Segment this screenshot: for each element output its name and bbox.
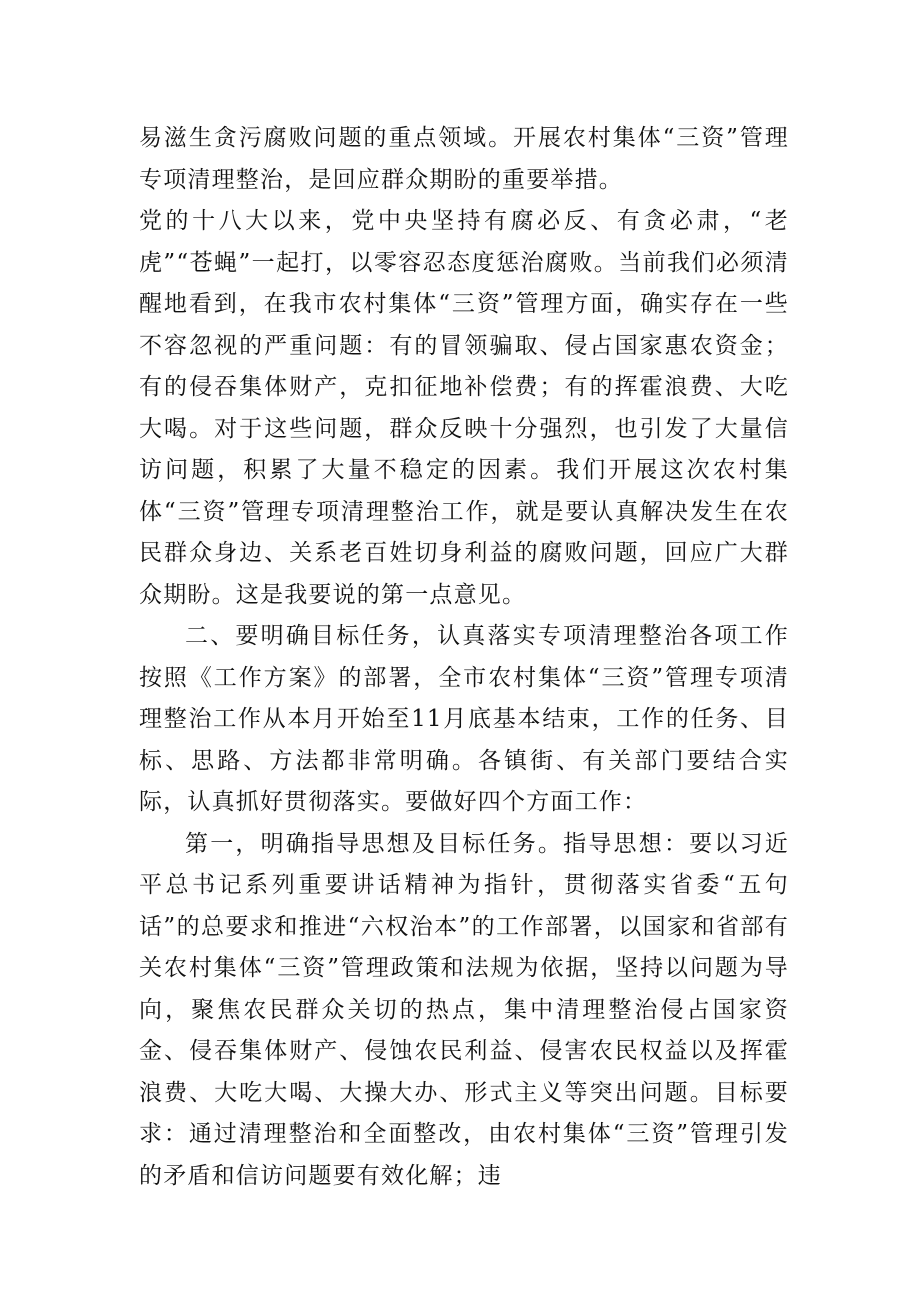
paragraph-2: 党的十八大以来，党中央坚持有腐必反、有贪必肃，“老虎”“苍蝇”一起打，以零容忍态度惩治腐败。当前我们必须清醒地看到，在我市农村集体“三资”管理方面，确实存在一些不容忽视的严重问题：有的冒领骗取、侵占国家惠农资金；有的侵吞集体财产，克扣征地补偿费；有的挥霍浪费、大吃大喝。对于这些问题，群众反映十分强烈，也引发了大量信访问题，积累了大量不稳定的因素。我们开展这次农村集体“三资”管理专项清理整治工作，就是要认真解决发生在农民群众身边、关系老百姓切身利益的腐败问题，回应广大群众期盼。这是我要说的第一点意见。 [139,208,789,608]
paragraph-3: 二、要明确目标任务，认真落实专项清理整治各项工作按照《工作方案》的部署，全市农村集体“三资”管理专项清理整治工作从本月开始至11月底基本结束，工作的任务、目标、思路、方法都非常明确。各镇街、有关部门要结合实际，认真抓好贯彻落实。要做好四个方面工作： [139,623,789,815]
paragraph-4: 第一，明确指导思想及目标任务。指导思想：要以习近平总书记系列重要讲话精神为指针，贯彻落实省委“五句话”的总要求和推进“六权治本”的工作部署，以国家和省部有关农村集体“三资”管理政策和法规为依据，坚持以问题为导向，聚焦农民群众关切的热点，集中清理整治侵占国家资金、侵吞集体财产、侵蚀农民利益、侵害农民权益以及挥霍浪费、大吃大喝、大操大办、形式主义等突出问题。目标要求：通过清理整治和全面整改，由农村集体“三资”管理引发的矛盾和信访问题要有效化解；违 [139,830,789,1189]
document-body [139,118,789,1197]
paragraph-1: 易滋生贪污腐败问题的重点领域。开展农村集体“三资”管理专项清理整治，是回应群众期盼的重要举措。 [139,125,789,193]
